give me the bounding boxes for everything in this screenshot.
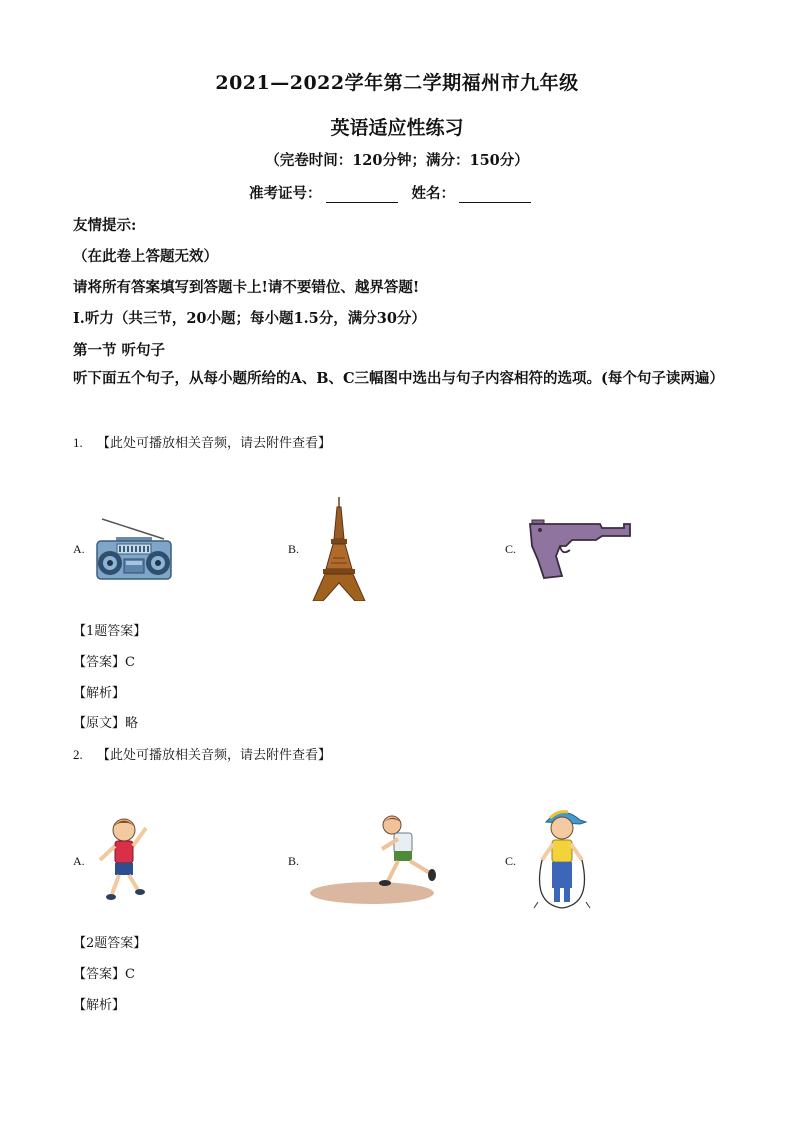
radio-icon xyxy=(94,515,174,585)
part1-title: 第一节 听句子 xyxy=(73,342,166,359)
tip-title: 友情提示: xyxy=(73,217,137,234)
option-b-label: B. xyxy=(288,854,300,868)
part1-instruction: 听下面五个句子，从每小题所给的A、B、C三幅图中选出与句子内容相符的选项。(每个句子读两遍） xyxy=(73,370,724,387)
q1-answer: 【答案】C xyxy=(73,655,135,670)
name-label: 姓名： xyxy=(411,185,455,202)
audio-link[interactable]: 【此处可播放相关音频，请去附件查看】 xyxy=(97,748,332,763)
option-c-label: C. xyxy=(505,542,517,556)
tip-invalid: （在此卷上答题无效） xyxy=(73,248,218,265)
option-b-label: B. xyxy=(288,542,300,556)
option-c-label: C. xyxy=(505,854,517,868)
exam-subtitle: 英语适应性练习 xyxy=(330,117,464,139)
candidate-info xyxy=(0,182,794,203)
question-2 xyxy=(73,744,331,763)
q2-answer-header: 【2题答案】 xyxy=(73,936,147,951)
q1-answer-header: 【1题答案】 xyxy=(73,624,147,639)
q1-original: 【原文】略 xyxy=(73,716,139,731)
boy-dancing-icon xyxy=(94,814,158,910)
question-number: 1. xyxy=(73,435,83,450)
exam-info: （完卷时间：120分钟；满分：150分） xyxy=(265,152,529,169)
audio-link[interactable]: 【此处可播放相关音频，请去附件查看】 xyxy=(97,436,332,451)
q1-analysis: 【解析】 xyxy=(73,686,126,701)
question-1 xyxy=(73,432,331,451)
id-blank xyxy=(326,188,398,203)
exam-title: 2021—2022学年第二学期福州市九年级 xyxy=(215,72,579,94)
boy-long-jump-icon xyxy=(310,813,436,911)
q2-analysis: 【解析】 xyxy=(73,998,126,1013)
section-listening: I.听力（共三节，20小题；每小题1.5分，满分30分） xyxy=(73,310,426,327)
toy-gun-icon xyxy=(526,516,634,586)
id-label: 准考证号： xyxy=(249,185,322,202)
q2-answer: 【答案】C xyxy=(73,967,135,982)
question-number: 2. xyxy=(73,747,83,762)
option-a-label: A. xyxy=(73,854,85,868)
eiffel-tower-icon xyxy=(311,497,367,605)
boy-jump-rope-icon xyxy=(528,804,598,918)
tip-fill: 请将所有答案填写到答题卡上!请不要错位、越界答题! xyxy=(73,279,420,296)
name-blank xyxy=(459,188,531,203)
option-a-label: A. xyxy=(73,542,85,556)
